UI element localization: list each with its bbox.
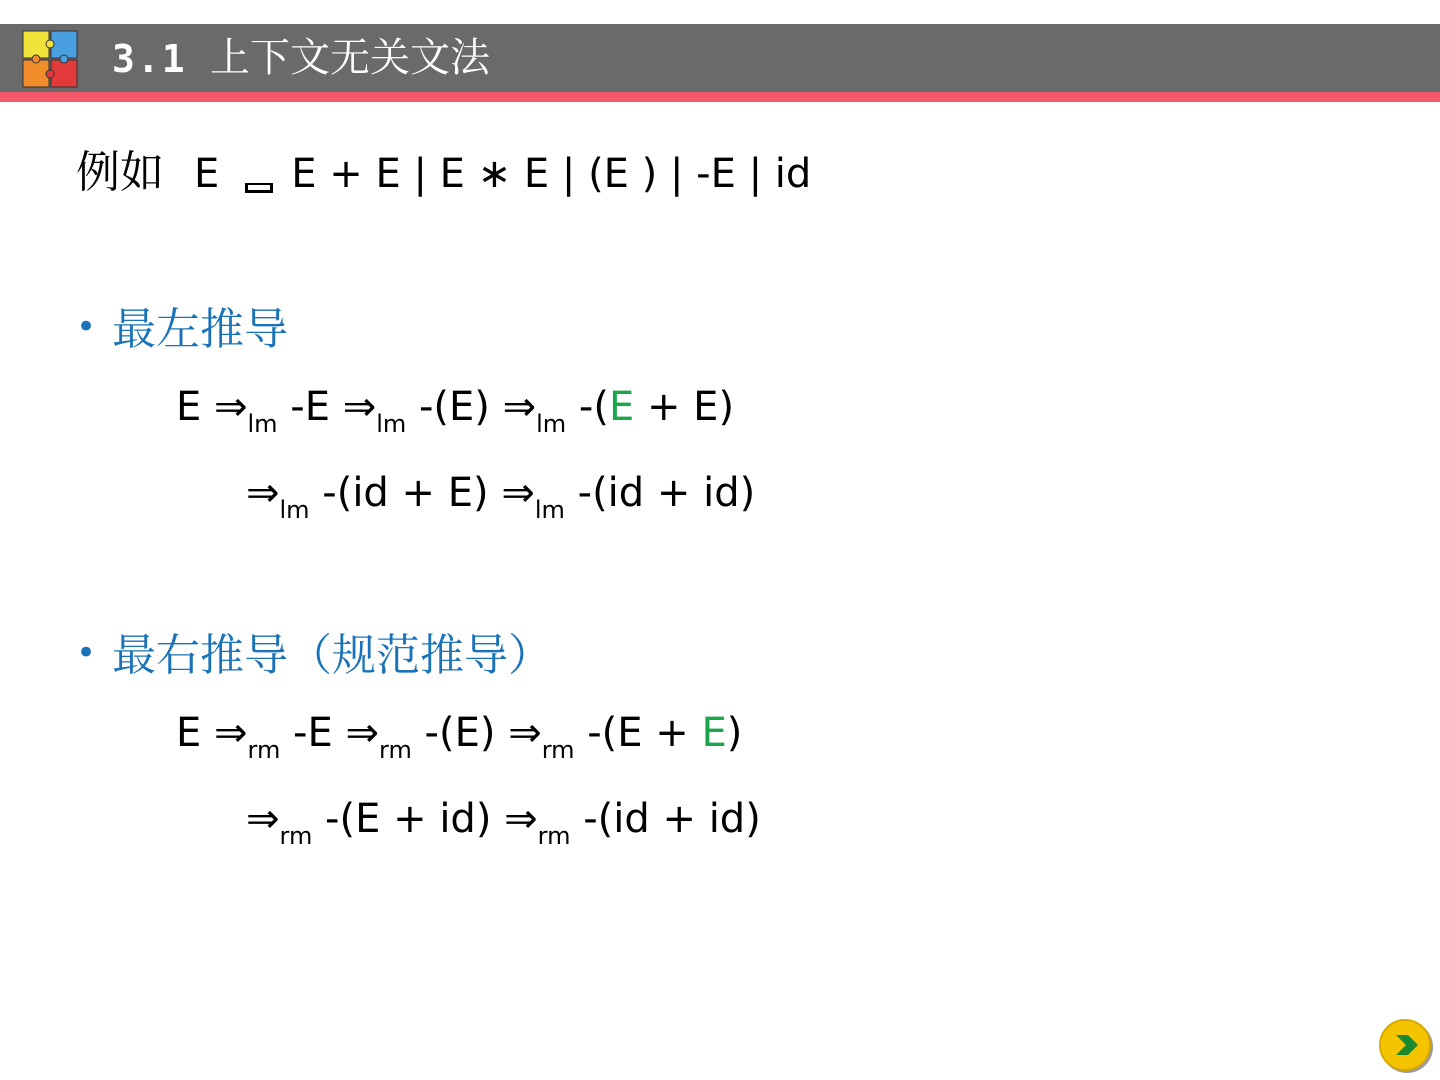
derive-arrow-icon: ⇒ [342, 384, 377, 430]
grammar-lhs: E [194, 151, 220, 197]
deriv-term: -(id + E) [309, 470, 502, 516]
deriv-term: E [176, 710, 214, 756]
puzzle-logo-icon [22, 30, 78, 88]
derive-subscript: lm [536, 410, 567, 438]
derive-arrow-icon: ⇒ [214, 384, 248, 430]
deriv-term: -E [280, 710, 346, 756]
bullet-dot-icon: • [76, 633, 97, 673]
derive-arrow-icon: ⇒ [214, 710, 248, 756]
derive-subscript: rm [541, 736, 575, 764]
rightmost-heading-text: 最右推导（规范推导） [112, 630, 553, 681]
leftmost-derivation-line-1 [176, 382, 735, 438]
derive-arrow-icon: ⇒ [246, 470, 280, 516]
rightmost-derivation-line-1 [176, 708, 743, 764]
derive-subscript: rm [379, 736, 412, 764]
slide-title: 上下文无关文法 [210, 35, 490, 81]
deriv-term: -( [566, 384, 609, 430]
deriv-term: -(E) [411, 710, 509, 756]
deriv-term: + E) [634, 384, 735, 430]
deriv-term: -(id + id) [564, 470, 756, 516]
highlighted-nonterminal: E [608, 384, 635, 430]
deriv-term: -(E + [574, 710, 702, 756]
derive-arrow-icon: ⇒ [246, 796, 280, 842]
leftmost-heading-text: 最左推导 [112, 304, 289, 355]
bullet-dot-icon: • [76, 307, 97, 347]
derive-subscript: rm [247, 736, 281, 764]
derive-subscript: rm [537, 822, 571, 850]
grammar-rule [76, 148, 811, 198]
deriv-term: -E [277, 384, 343, 430]
derive-arrow-icon: ⇒ [345, 710, 379, 756]
example-label: 例如 [76, 147, 164, 198]
derive-arrow-icon: ⇒ [502, 384, 537, 430]
header-accent-stripe [0, 92, 1440, 102]
rightmost-heading [76, 628, 553, 681]
leftmost-heading [76, 302, 289, 355]
derive-arrow-icon: ⇒ [501, 470, 535, 516]
slide-number: 3.1 [112, 37, 187, 81]
deriv-term: -(E + id) [312, 796, 505, 842]
grammar-rhs: E + E | E ∗ E | (E ) | -E | id [291, 151, 812, 197]
button-face [1380, 1020, 1430, 1070]
deriv-term: -(id + id) [570, 796, 761, 842]
leftmost-derivation-line-2 [246, 468, 756, 524]
next-slide-button[interactable] [1378, 1018, 1434, 1074]
production-symbol-icon [245, 183, 273, 193]
derive-subscript: lm [534, 496, 565, 524]
derive-arrow-icon: ⇒ [508, 710, 542, 756]
highlighted-nonterminal: E [701, 710, 727, 756]
deriv-term: ) [726, 710, 743, 756]
derive-subscript: lm [247, 410, 278, 438]
rightmost-derivation-line-2 [246, 794, 761, 850]
derive-subscript: lm [376, 410, 407, 438]
deriv-term: E [176, 384, 214, 430]
derive-arrow-icon: ⇒ [504, 796, 538, 842]
deriv-term: -(E) [406, 384, 503, 430]
derive-subscript: rm [279, 822, 313, 850]
derive-subscript: lm [279, 496, 310, 524]
